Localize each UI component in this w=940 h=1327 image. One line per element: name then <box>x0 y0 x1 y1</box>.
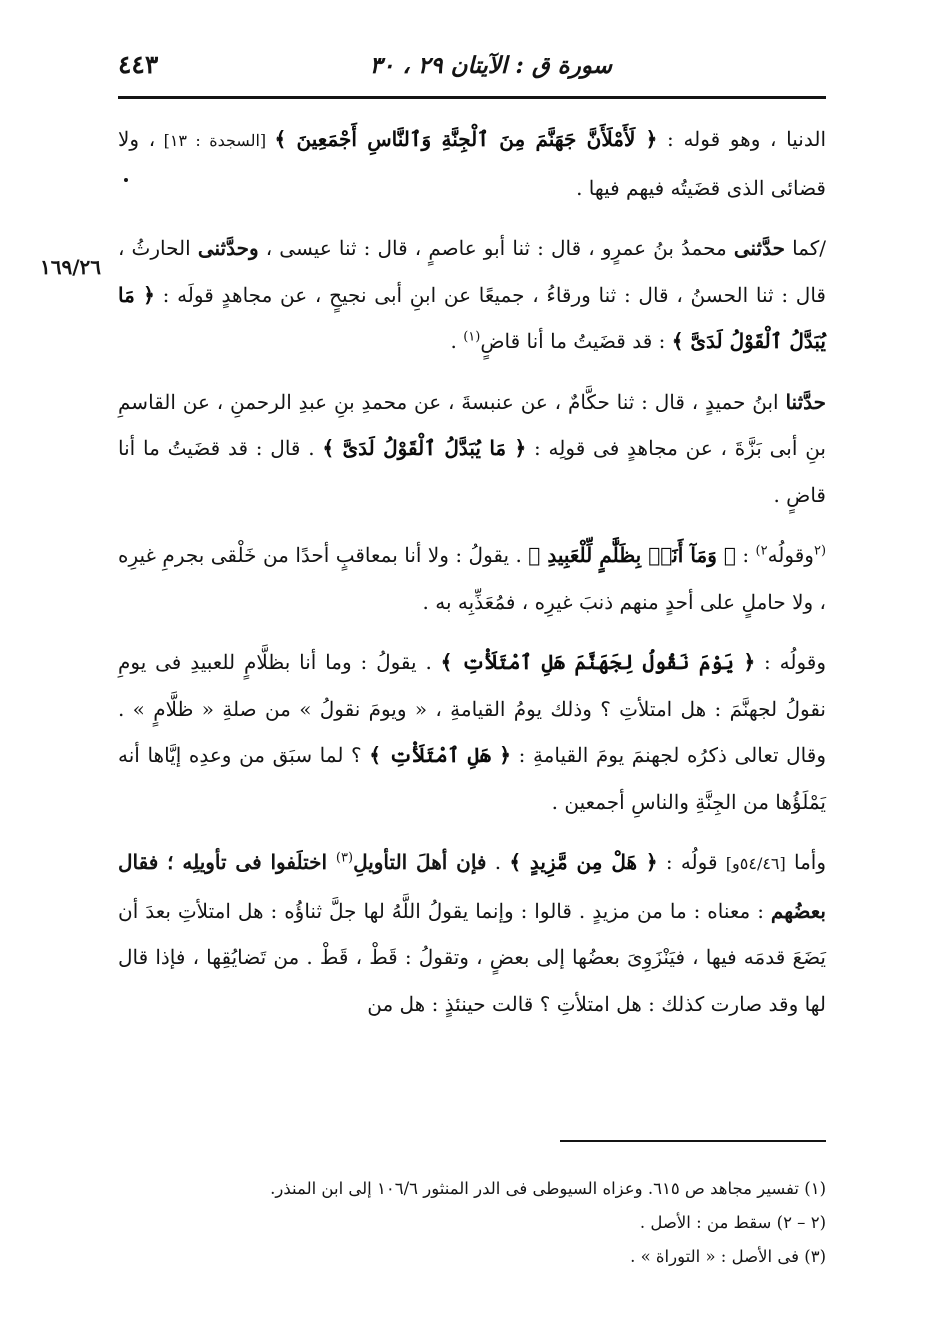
text-run: وقولُه <box>767 543 814 567</box>
quran-verse: ﴿ مَا يُبَدَّلُ ٱلْقَوْلُ لَدَىَّ ﴾ <box>322 436 527 460</box>
paragraph <box>118 532 826 625</box>
page-header <box>118 48 826 88</box>
quran-verse: ﴿ وَمَآ أَنَا۠ بِظَلَّٰمٍ لِّلْعَبِيدِ ﴾ <box>528 543 736 567</box>
paragraph <box>118 379 826 519</box>
reference: [السجدة : ١٣] <box>155 131 275 150</box>
text-run: /كما <box>784 236 826 260</box>
text-run: . <box>450 329 464 353</box>
text-run: : <box>735 543 756 567</box>
text-run: الدنيا ، وهو قوله : <box>657 127 827 151</box>
quran-verse: ﴿ هَلْ مِن مَّزِيدٍ ﴾ <box>509 850 658 874</box>
text-run: ، ولا قضائى الذى قضَيتُه فيهم فيها . <box>118 127 826 200</box>
text-run: الحارثُ ، قال : ثنا الحسنُ ، قال : ثنا ورقاءُ ، جميعًا عن ابنِ أبى نجيحٍ ، عن مجاهدٍ قولَه : <box>118 236 826 307</box>
paragraph <box>118 839 826 1027</box>
quran-verse: ﴿ لَأَمْلَأَنَّ جَهَنَّمَ مِنَ ٱلْجِنَّةِ وَٱلنَّاسِ أَجْمَعِينَ ﴾ <box>274 127 658 151</box>
bold-phrase: اختلَفوا فى تأويلِه ؛ فقال بعضُهم <box>118 850 826 923</box>
text-run: وقولُه : <box>755 650 826 674</box>
footnote-marker: (٣) <box>335 850 354 866</box>
running-title: سورة ق : الآيتان ٢٩ ، ٣٠ <box>369 52 612 79</box>
bold-phrase: فإن أهلَ التأويلِ <box>353 850 487 874</box>
page-number: ٤٤٣ <box>118 50 159 79</box>
reference: [٥٤/٤٦و] <box>725 854 786 873</box>
paragraph <box>118 116 826 211</box>
bold-phrase: حدَّثنى <box>733 236 785 260</box>
text-run: : قد قضَيتُ ما أنا قاضٍ <box>480 329 672 353</box>
quran-verse: ﴿ مَا يُبَدَّلُ ٱلْقَوْلُ لَدَىَّ ﴾ <box>118 282 826 353</box>
text-run: : معناه : ما من مزيدٍ . قالوا : وإنما يقولُ اللَّهُ لها جلَّ ثناؤُه : هل امتلأتِ بعدَ أن يَضَعَ قدمَه فيها ، فيَنْزَوِىَ بعضُها إلى بعضٍ ، وتقولُ : قَطْ ، قَطْ . من تَضايُقِها ، فإذا قال لها وقد صارت كذلك : هل امتلأتِ ؟ قالت حينئذٍ : هل من <box>118 898 826 1016</box>
header-rule <box>118 96 826 99</box>
paragraph <box>118 639 826 825</box>
footnote: (٢ – ٢) سقط من : الأصل . <box>639 1213 826 1232</box>
footnote: (١) تفسير مجاهد ص ٦١٥. وعزاه السيوطى فى الدر المنثور ١٠٦/٦ إلى ابن المنذر. <box>270 1179 826 1198</box>
footnote-marker: ٢) <box>755 543 768 559</box>
quran-verse: ﴿ هَلِ ٱمْتَلَأْتِ ﴾ <box>369 743 512 767</box>
manuscript-folio-note: ١٦٩/٢٦ <box>40 255 102 279</box>
text-run: . قال : قد قضَيتُ ما أنا قاضٍ . <box>118 436 826 507</box>
bold-phrase: حدَّثنا <box>785 389 826 414</box>
footnote: (٣) فى الأصل : « التوراة » . <box>630 1247 826 1266</box>
paragraph <box>118 225 826 365</box>
main-text <box>118 116 826 1027</box>
text-run: محمدُ بنُ عمرٍو ، قال : ثنا أبو عاصمٍ ، قال : ثنا عيسى ، <box>258 236 734 260</box>
text-run: ؟ لما سبَق من وعدِه إيَّاها أنه يَمْلَؤُها من الجِنَّةِ والناسِ أجمعين . <box>118 743 826 814</box>
footnote-marker: (١) <box>463 329 481 345</box>
text-run: . يقولُ : وما أنا بظلَّامٍ للعبيدِ فى يومِ نقولُ لجهنَّمَ : هل امتلأتِ ؟ وذلك يومُ القيامةِ ، « ويومَ نقولُ » من صلةِ « ظلَّامٍ » . وقال تعالى ذكرُه لجهنمَ يومَ القيامةِ : <box>118 650 826 767</box>
footnote-rule <box>560 1140 826 1142</box>
text-run: . <box>486 850 510 874</box>
text-run: وأما <box>785 850 827 874</box>
text-run: . يقولُ : ولا أنا بمعاقبٍ أحدًا من خَلْقى بجرمِ غيرِه ، ولا حاملٍ على أحدٍ منهم ذنبَ غيرِه ، فمُعَذِّبِه به . <box>118 543 826 614</box>
bold-phrase: وحدَّثنى <box>197 236 259 260</box>
quran-verse: ﴿ يَوْمَ نَقُولُ لِجَهَنَّمَ هَلِ ٱمْتَلَأْتِ ﴾ <box>440 650 756 674</box>
footnote-marker: (٢ <box>813 543 827 559</box>
text-run: قولُه : <box>657 850 726 874</box>
text-run: ابنُ حميدٍ ، قال : ثنا حكَّامٌ ، عن عنبسةَ ، عن محمدِ بنِ عبدِ الرحمنِ ، عن القاسمِ بنِ أبى بَزَّةَ ، عن مجاهدٍ فى قولِه : <box>118 389 826 460</box>
footnotes <box>118 1172 826 1274</box>
